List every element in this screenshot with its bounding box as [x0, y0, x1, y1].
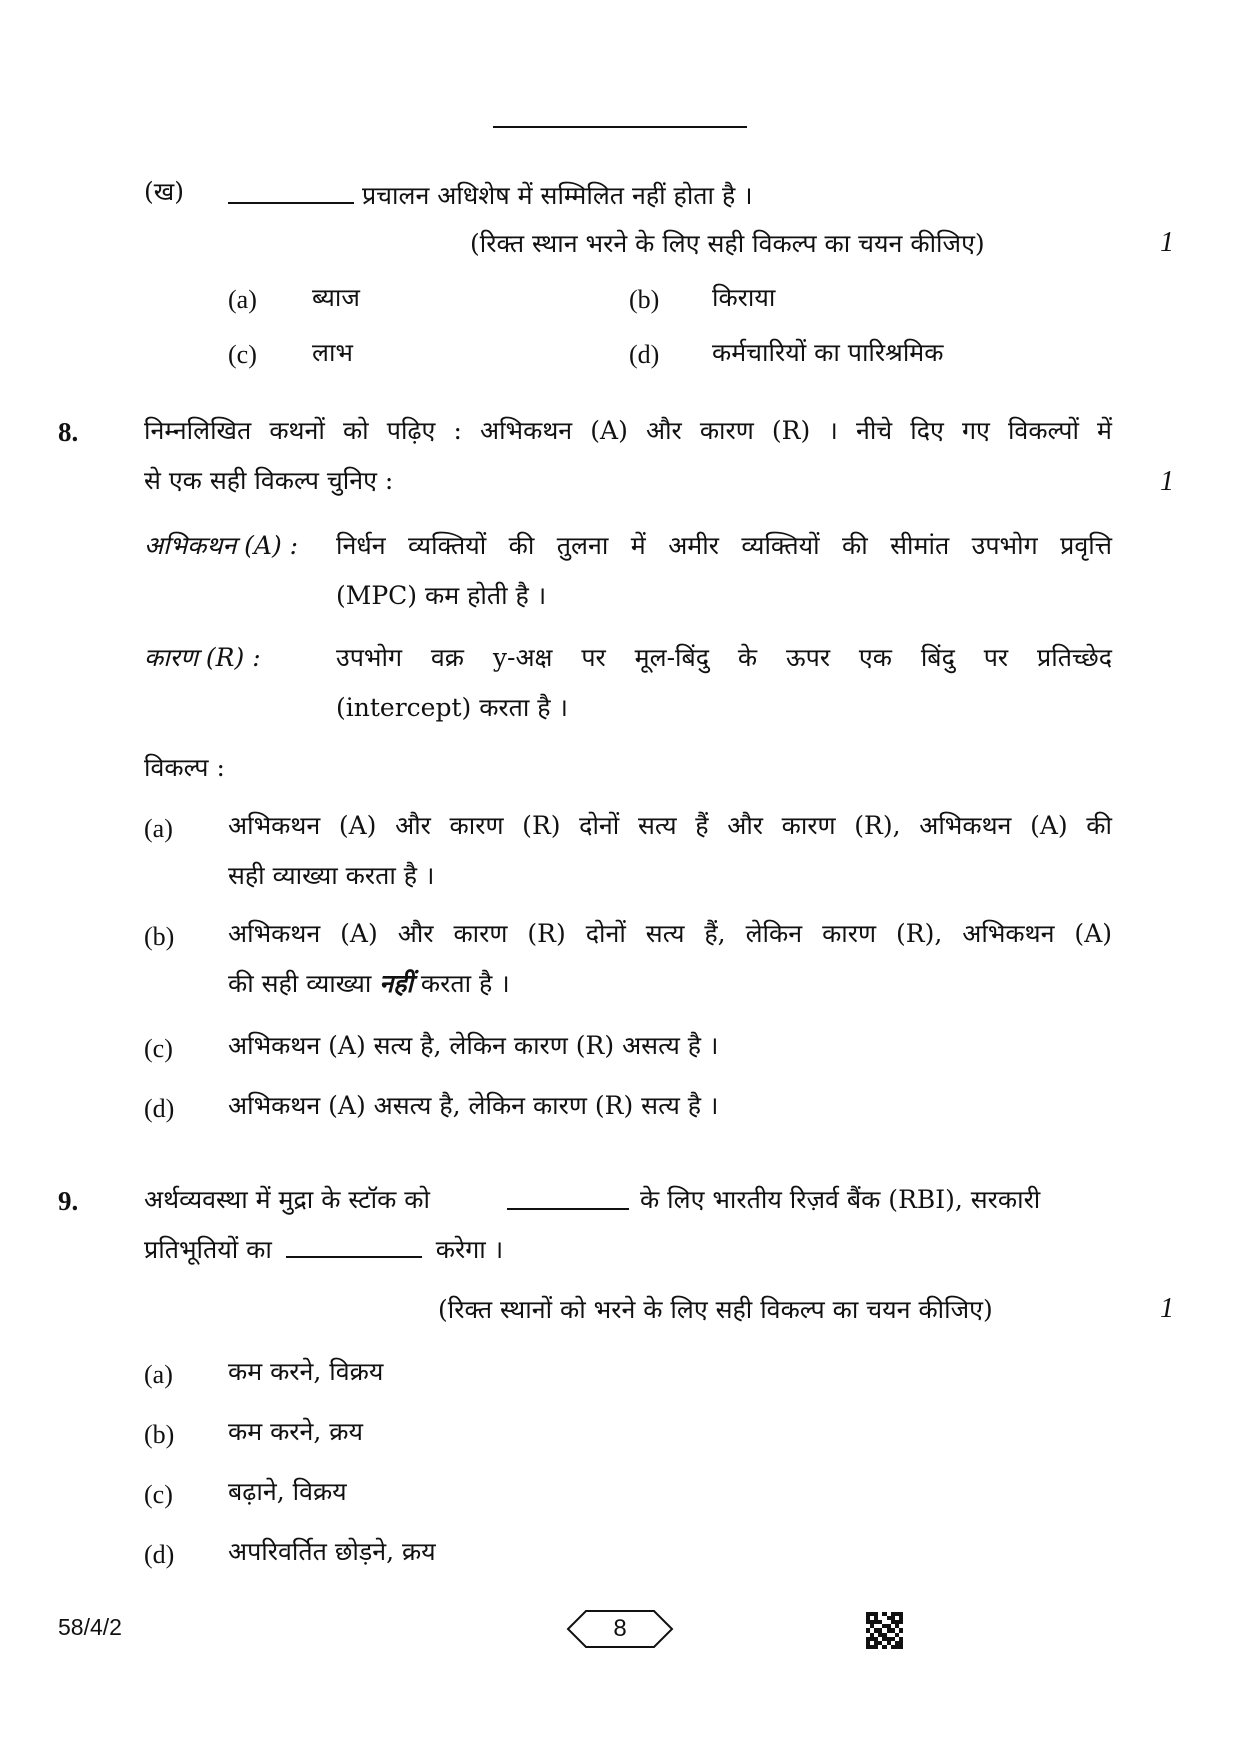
- q8-options-heading: विकल्प :: [144, 753, 225, 782]
- q8-option-b-emphasis: नहीं: [379, 969, 413, 998]
- q9-option-d-letter: (d): [144, 1540, 175, 1569]
- q9-line1-pre: अर्थव्यवस्था में मुद्रा के स्टॉक को: [144, 1185, 430, 1214]
- q7b-option-a-letter: (a): [228, 285, 257, 314]
- q8-assertion-line2: (MPC) कम होती है ।: [336, 581, 547, 610]
- q8-stem-line1: निम्नलिखित कथनों को पढ़िए : अभिकथन (A) और कारण (R) । नीचे दिए गए विकल्पों में: [144, 416, 1112, 445]
- q9-instruction: (रिक्त स्थानों को भरने के लिए सही विकल्प का चयन कीजिए): [438, 1295, 993, 1324]
- q8-option-d-text: अभिकथन (A) असत्य है, लेकिन कारण (R) सत्य है ।: [228, 1091, 719, 1120]
- q9-option-b-text: कम करने, क्रय: [228, 1417, 363, 1446]
- q8-option-c-letter: (c): [144, 1034, 173, 1063]
- q9-line1-post: के लिए भारतीय रिज़र्व बैंक (RBI), सरकारी: [640, 1185, 1041, 1214]
- q9-number: 9.: [58, 1186, 79, 1216]
- q7b-label: (ख): [144, 177, 184, 206]
- q9-line2-post: करेगा ।: [435, 1235, 504, 1264]
- q9-option-b-letter: (b): [144, 1420, 175, 1449]
- q8-reason-line1: उपभोग वक्र y-अक्ष पर मूल-बिंदु के ऊपर एक बिंदु पर प्रतिच्छेद: [336, 643, 1112, 672]
- q7b-option-d-letter: (d): [629, 340, 660, 369]
- q8-option-b-letter: (b): [144, 922, 175, 951]
- q7b-marks: 1: [1160, 227, 1174, 258]
- q8-option-b-line2: [228, 966, 510, 1000]
- q7b-instruction: (रिक्त स्थान भरने के लिए सही विकल्प का चयन कीजिए): [470, 229, 985, 258]
- answer-blank: [228, 178, 354, 204]
- q8-option-a-line1: अभिकथन (A) और कारण (R) दोनों सत्य हैं और कारण (R), अभिकथन (A) की: [228, 811, 1112, 840]
- page-number: 8: [613, 1615, 627, 1642]
- q9-marks: 1: [1160, 1293, 1174, 1324]
- q8-option-c-text: अभिकथन (A) सत्य है, लेकिन कारण (R) असत्य है ।: [228, 1031, 719, 1060]
- q9-option-a-letter: (a): [144, 1360, 173, 1389]
- q8-option-d-letter: (d): [144, 1094, 175, 1123]
- qr-code-icon: [866, 1612, 903, 1649]
- q8-assertion-label: अभिकथन (A) :: [144, 531, 299, 560]
- q7b-option-d: कर्मचारियों का पारिश्रमिक: [712, 338, 944, 367]
- q7b-text: प्रचालन अधिशेष में सम्मिलित नहीं होता है ।: [361, 181, 753, 210]
- q8-marks: 1: [1160, 466, 1174, 497]
- q8-reason-label: कारण (R) :: [144, 643, 261, 672]
- q9-blank-2: [286, 1232, 422, 1258]
- q7b-stem: [228, 178, 753, 212]
- paper-code: 58/4/2: [58, 1614, 122, 1640]
- page-number-badge: [566, 1609, 674, 1649]
- q9-option-c-letter: (c): [144, 1480, 173, 1509]
- q9-line2-pre: प्रतिभूतियों का: [144, 1235, 272, 1264]
- q8-option-b-line2-pre: की सही व्याख्या: [228, 969, 372, 998]
- q7b-option-b: किराया: [712, 283, 776, 312]
- q9-blank-1: [507, 1184, 629, 1210]
- q8-option-b-line2-post: करता है ।: [420, 969, 510, 998]
- q9-option-d-text: अपरिवर्तित छोड़ने, क्रय: [228, 1537, 436, 1566]
- q9-line2: [144, 1232, 503, 1266]
- q7b-option-c: लाभ: [312, 338, 354, 367]
- q8-assertion-line1: निर्धन व्यक्तियों की तुलना में अमीर व्यक्तियों की सीमांत उपभोग प्रवृत्ति: [336, 531, 1112, 560]
- q8-reason-line2: (intercept) करता है ।: [336, 693, 568, 722]
- q7b-option-c-letter: (c): [228, 340, 257, 369]
- q7b-option-a: ब्याज: [312, 283, 360, 312]
- q8-option-a-line2: सही व्याख्या करता है ।: [228, 861, 435, 890]
- q8-option-b-line1: अभिकथन (A) और कारण (R) दोनों सत्य हैं, लेकिन कारण (R), अभिकथन (A): [228, 919, 1112, 948]
- q8-stem-line2: से एक सही विकल्प चुनिए :: [144, 466, 394, 495]
- q7b-option-b-letter: (b): [629, 285, 660, 314]
- q8-number: 8.: [58, 417, 79, 447]
- q8-option-a-letter: (a): [144, 814, 173, 843]
- q9-option-c-text: बढ़ाने, विक्रय: [228, 1477, 347, 1506]
- top-rule: [493, 126, 747, 128]
- q9-option-a-text: कम करने, विक्रय: [228, 1357, 384, 1386]
